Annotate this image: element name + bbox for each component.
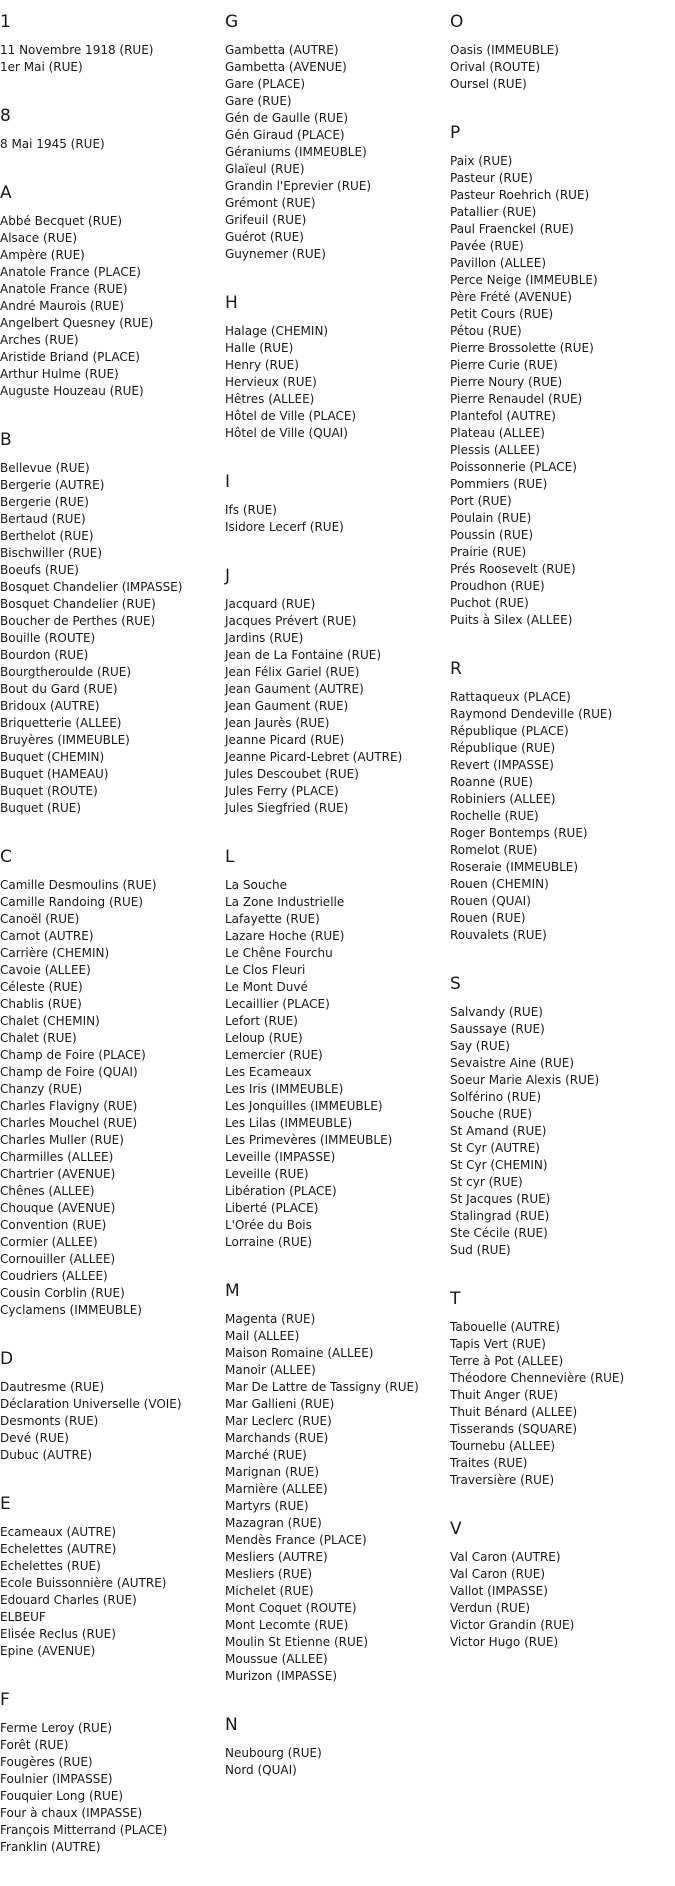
section-letter-heading: O <box>450 12 464 32</box>
street-link[interactable]: Charmilles (ALLEE) <box>0 1150 114 1164</box>
street-link[interactable]: Leveille (IMPASSE) <box>225 1150 336 1164</box>
street-link[interactable]: Mar Leclerc (RUE) <box>225 1414 332 1428</box>
street-link[interactable]: Chênes (ALLEE) <box>0 1184 95 1198</box>
street-link[interactable]: Roseraie (IMMEUBLE) <box>450 860 579 874</box>
street-link[interactable]: Camille Randoing (RUE) <box>0 895 144 909</box>
street-link[interactable]: Mazagran (RUE) <box>225 1516 322 1530</box>
street-link[interactable]: Michelet (RUE) <box>225 1584 314 1598</box>
letter-section <box>450 123 675 629</box>
section-letter-heading: P <box>450 123 461 143</box>
street-link[interactable]: L'Orée du Bois <box>225 1218 312 1232</box>
street-link[interactable]: Jules Descoubet (RUE) <box>225 767 359 781</box>
street-link[interactable]: Hervieux (RUE) <box>225 375 317 389</box>
street-link[interactable]: Théodore Chennevière (RUE) <box>450 1371 625 1385</box>
street-link[interactable]: Hôtel de Ville (PLACE) <box>225 409 357 423</box>
street-link[interactable]: Henry (RUE) <box>225 358 299 372</box>
street-link[interactable]: Jeanne Picard (RUE) <box>225 733 345 747</box>
street-link[interactable]: Céleste (RUE) <box>0 980 83 994</box>
letter-section <box>0 106 222 153</box>
street-link[interactable]: Manoir (ALLEE) <box>225 1363 316 1377</box>
street-link[interactable]: Lemercier (RUE) <box>225 1048 323 1062</box>
street-link[interactable]: Tabouelle (AUTRE) <box>450 1320 561 1334</box>
street-link[interactable]: Elisée Reclus (RUE) <box>0 1627 116 1641</box>
letter-section <box>225 1715 447 1779</box>
street-link[interactable]: Marché (RUE) <box>225 1448 307 1462</box>
street-link[interactable]: Aristide Briand (PLACE) <box>0 350 140 364</box>
street-link[interactable]: Bruyères (IMMEUBLE) <box>0 733 130 747</box>
street-link[interactable]: Ampère (RUE) <box>0 248 85 262</box>
street-link[interactable]: Puchot (RUE) <box>450 596 529 610</box>
street-link[interactable]: Rattaqueux (PLACE) <box>450 690 571 704</box>
street-link[interactable]: Mar Gallieni (RUE) <box>225 1397 335 1411</box>
street-link[interactable]: Echelettes (AUTRE) <box>0 1542 117 1556</box>
street-link[interactable]: Bosquet Chandelier (RUE) <box>0 597 156 611</box>
street-link[interactable]: St cyr (RUE) <box>450 1175 523 1189</box>
street-link[interactable]: Dautresme (RUE) <box>0 1380 105 1394</box>
street-link[interactable]: Murizon (IMPASSE) <box>225 1669 338 1683</box>
street-link[interactable]: Dubuc (AUTRE) <box>0 1448 93 1462</box>
street-link[interactable]: Gare (PLACE) <box>225 77 306 91</box>
street-link[interactable]: Jules Siegfried (RUE) <box>225 801 349 815</box>
street-link[interactable]: Robiniers (ALLEE) <box>450 792 556 806</box>
section-letter-heading: D <box>0 1349 14 1369</box>
street-link[interactable]: Moulin St Etienne (RUE) <box>225 1635 369 1649</box>
street-link[interactable]: Thuit Anger (RUE) <box>450 1388 559 1402</box>
street-link[interactable]: Charles Mouchel (RUE) <box>0 1116 138 1130</box>
letter-section <box>0 847 222 1319</box>
street-link[interactable]: République (PLACE) <box>450 724 569 738</box>
street-link[interactable]: Desmonts (RUE) <box>0 1414 99 1428</box>
street-link[interactable]: Soeur Marie Alexis (RUE) <box>450 1073 600 1087</box>
street-link[interactable]: Hôtel de Ville (QUAI) <box>225 426 348 440</box>
street-link[interactable]: Pavillon (ALLEE) <box>450 256 547 270</box>
street-link[interactable]: Rouen (CHEMIN) <box>450 877 549 891</box>
street-link[interactable]: Chablis (RUE) <box>0 997 82 1011</box>
letter-section <box>0 430 222 817</box>
street-link[interactable]: Bischwiller (RUE) <box>0 546 103 560</box>
street-link[interactable]: Lafayette (RUE) <box>225 912 320 926</box>
street-link[interactable]: Gambetta (AUTRE) <box>225 43 339 57</box>
street-link[interactable]: Port (RUE) <box>450 494 512 508</box>
street-link[interactable]: Jules Ferry (PLACE) <box>225 784 339 798</box>
street-link[interactable]: Lecaillier (PLACE) <box>225 997 330 1011</box>
street-link[interactable]: Liberté (PLACE) <box>225 1201 319 1215</box>
section-letter-heading: N <box>225 1715 238 1735</box>
street-link[interactable]: Prairie (RUE) <box>450 545 527 559</box>
street-link[interactable]: Mont Coquet (ROUTE) <box>225 1601 357 1615</box>
street-link[interactable]: Le Chêne Fourchu <box>225 946 333 960</box>
street-link[interactable]: Mesliers (RUE) <box>225 1567 313 1581</box>
street-link[interactable]: Ferme Leroy (RUE) <box>0 1721 113 1735</box>
street-link[interactable]: Tisserands (SQUARE) <box>450 1422 578 1436</box>
street-link[interactable]: St Amand (RUE) <box>450 1124 547 1138</box>
street-link[interactable]: Boucher de Perthes (RUE) <box>0 614 156 628</box>
street-link[interactable]: Forêt (RUE) <box>0 1738 69 1752</box>
street-link[interactable]: Salvandy (RUE) <box>450 1005 543 1019</box>
street-link[interactable]: Les Iris (IMMEUBLE) <box>225 1082 344 1096</box>
street-link[interactable]: Oasis (IMMEUBLE) <box>450 43 559 57</box>
street-link[interactable]: Prés Roosevelt (RUE) <box>450 562 576 576</box>
street-link[interactable]: Ste Cécile (RUE) <box>450 1226 548 1240</box>
street-link[interactable]: Le Clos Fleuri <box>225 963 306 977</box>
street-link[interactable]: Roanne (RUE) <box>450 775 533 789</box>
street-link[interactable]: Edouard Charles (RUE) <box>0 1593 137 1607</box>
section-letter-heading: F <box>0 1690 10 1710</box>
street-link[interactable]: Traites (RUE) <box>450 1456 528 1470</box>
street-link[interactable]: Poulain (RUE) <box>450 511 532 525</box>
street-link[interactable]: Val Caron (AUTRE) <box>450 1550 561 1564</box>
street-link[interactable]: Terre à Pot (ALLEE) <box>450 1354 564 1368</box>
street-link[interactable]: Marchands (RUE) <box>225 1431 329 1445</box>
street-link[interactable]: Solférino (RUE) <box>450 1090 541 1104</box>
street-link[interactable]: Sud (RUE) <box>450 1243 511 1257</box>
street-link[interactable]: St Cyr (AUTRE) <box>450 1141 540 1155</box>
section-letter-heading: L <box>225 847 235 867</box>
street-link[interactable]: Pierre Renaudel (RUE) <box>450 392 583 406</box>
street-link[interactable]: Saussaye (RUE) <box>450 1022 545 1036</box>
section-letter-heading: M <box>225 1281 240 1301</box>
street-link[interactable]: Romelot (RUE) <box>450 843 538 857</box>
street-link[interactable]: Lefort (RUE) <box>225 1014 298 1028</box>
street-link[interactable]: Perce Neige (IMMEUBLE) <box>450 273 598 287</box>
street-link[interactable]: Marnière (ALLEE) <box>225 1482 328 1496</box>
street-link[interactable]: Cornouiller (ALLEE) <box>0 1252 116 1266</box>
street-link[interactable]: Bridoux (AUTRE) <box>0 699 100 713</box>
street-link[interactable]: Orival (ROUTE) <box>450 60 541 74</box>
street-link[interactable]: Boeufs (RUE) <box>0 563 79 577</box>
street-link[interactable]: Echelettes (RUE) <box>0 1559 101 1573</box>
street-link[interactable]: Thuit Bénard (ALLEE) <box>450 1405 578 1419</box>
letter-section <box>0 12 222 76</box>
street-link[interactable]: Chanzy (RUE) <box>0 1082 83 1096</box>
street-link[interactable]: Devé (RUE) <box>0 1431 69 1445</box>
street-link[interactable]: Charles Muller (RUE) <box>0 1133 124 1147</box>
street-link[interactable]: Cyclamens (IMMEUBLE) <box>0 1303 142 1317</box>
letter-section <box>0 1494 222 1660</box>
street-link[interactable]: Jacques Prévert (RUE) <box>225 614 357 628</box>
street-link[interactable]: Pasteur Roehrich (RUE) <box>450 188 590 202</box>
street-link[interactable]: Anatole France (PLACE) <box>0 265 141 279</box>
street-link[interactable]: Petit Cours (RUE) <box>450 307 554 321</box>
street-link[interactable]: Epine (AVENUE) <box>0 1644 96 1658</box>
street-link[interactable]: Verdun (RUE) <box>450 1601 531 1615</box>
section-letter-heading: 8 <box>0 106 11 126</box>
section-letter-heading: G <box>225 12 239 32</box>
street-link[interactable]: Chalet (CHEMIN) <box>0 1014 100 1028</box>
street-link[interactable]: Canoël (RUE) <box>0 912 80 926</box>
letter-section <box>450 974 675 1259</box>
street-link[interactable]: Vallot (IMPASSE) <box>450 1584 548 1598</box>
street-link[interactable]: Les Jonquilles (IMMEUBLE) <box>225 1099 383 1113</box>
street-link[interactable]: Buquet (CHEMIN) <box>0 750 105 764</box>
section-letter-heading: T <box>450 1289 461 1309</box>
street-link[interactable]: Leloup (RUE) <box>225 1031 303 1045</box>
letter-section <box>225 12 447 263</box>
street-link[interactable]: François Mitterrand (PLACE) <box>0 1823 168 1837</box>
section-letter-heading: E <box>0 1494 11 1514</box>
letter-section <box>450 659 675 944</box>
street-link[interactable]: Paix (RUE) <box>450 154 513 168</box>
street-link[interactable]: André Maurois (RUE) <box>0 299 125 313</box>
street-link[interactable]: Géraniums (IMMEUBLE) <box>225 145 367 159</box>
street-link[interactable]: Gambetta (AVENUE) <box>225 60 347 74</box>
street-link[interactable]: 8 Mai 1945 (RUE) <box>0 137 105 151</box>
street-link[interactable]: Pierre Curie (RUE) <box>450 358 558 372</box>
street-link[interactable]: Jardins (RUE) <box>225 631 304 645</box>
street-link[interactable]: Briquetterie (ALLEE) <box>0 716 122 730</box>
street-link[interactable]: Déclaration Universelle (VOIE) <box>0 1397 182 1411</box>
street-link[interactable]: Buquet (RUE) <box>0 801 82 815</box>
street-link[interactable]: Magenta (RUE) <box>225 1312 316 1326</box>
street-link[interactable]: Guynemer (RUE) <box>225 247 326 261</box>
street-link[interactable]: Auguste Houzeau (RUE) <box>0 384 144 398</box>
street-link[interactable]: Franklin (AUTRE) <box>0 1840 101 1854</box>
street-link[interactable]: Grandin l'Eprevier (RUE) <box>225 179 372 193</box>
street-link[interactable]: Roger Bontemps (RUE) <box>450 826 588 840</box>
street-link[interactable]: Proudhon (RUE) <box>450 579 545 593</box>
street-link[interactable]: Bouille (ROUTE) <box>0 631 96 645</box>
street-link[interactable]: Cormier (ALLEE) <box>0 1235 98 1249</box>
section-letter-heading: A <box>0 183 12 203</box>
letter-section <box>450 1289 675 1489</box>
street-link[interactable]: Carnot (AUTRE) <box>0 929 94 943</box>
street-link[interactable]: Fougères (RUE) <box>0 1755 93 1769</box>
street-link[interactable]: Guérot (RUE) <box>225 230 304 244</box>
street-link[interactable]: Gén de Gaulle (RUE) <box>225 111 349 125</box>
street-link[interactable]: Chalet (RUE) <box>0 1031 77 1045</box>
column-2 <box>225 12 447 1809</box>
street-link[interactable]: Val Caron (RUE) <box>450 1567 546 1581</box>
street-link[interactable]: ELBEUF <box>0 1610 46 1624</box>
street-link[interactable]: 11 Novembre 1918 (RUE) <box>0 43 154 57</box>
street-link[interactable]: Pierre Brossolette (RUE) <box>450 341 594 355</box>
street-link[interactable]: Nord (QUAI) <box>225 1763 297 1777</box>
street-link[interactable]: St Cyr (CHEMIN) <box>450 1158 548 1172</box>
street-link[interactable]: Coudriers (ALLEE) <box>0 1269 108 1283</box>
street-link[interactable]: Grifeuil (RUE) <box>225 213 307 227</box>
street-link[interactable]: Marignan (RUE) <box>225 1465 320 1479</box>
street-link[interactable]: Mendès France (PLACE) <box>225 1533 367 1547</box>
street-link[interactable]: Halle (RUE) <box>225 341 294 355</box>
street-link[interactable]: Tapis Vert (RUE) <box>450 1337 546 1351</box>
letter-section <box>0 1349 222 1464</box>
letter-section <box>450 12 675 93</box>
street-link[interactable]: Bourdon (RUE) <box>0 648 89 662</box>
street-link[interactable]: Pommiers (RUE) <box>450 477 548 491</box>
street-link[interactable]: Martyrs (RUE) <box>225 1499 309 1513</box>
street-link[interactable]: Bout du Gard (RUE) <box>0 682 118 696</box>
street-link[interactable]: Bosquet Chandelier (IMPASSE) <box>0 580 183 594</box>
street-link[interactable]: Bergerie (RUE) <box>0 495 89 509</box>
letter-section <box>225 847 447 1251</box>
street-link[interactable]: Jean Gaument (AUTRE) <box>225 682 364 696</box>
street-link[interactable]: Jacquard (RUE) <box>225 597 316 611</box>
street-link[interactable]: Stalingrad (RUE) <box>450 1209 550 1223</box>
street-link[interactable]: Poussin (RUE) <box>450 528 534 542</box>
street-link[interactable]: Leveille (RUE) <box>225 1167 309 1181</box>
street-link[interactable]: Mesliers (AUTRE) <box>225 1550 328 1564</box>
street-link[interactable]: Charles Flavigny (RUE) <box>0 1099 138 1113</box>
street-link[interactable]: Anatole France (RUE) <box>0 282 128 296</box>
street-link[interactable]: Tournebu (ALLEE) <box>450 1439 556 1453</box>
street-link[interactable]: Jean Gaument (RUE) <box>225 699 349 713</box>
street-link[interactable]: Chouque (AVENUE) <box>0 1201 116 1215</box>
street-link[interactable]: Gare (RUE) <box>225 94 292 108</box>
street-link[interactable]: Bourgtheroulde (RUE) <box>0 665 132 679</box>
street-link[interactable]: Fouquier Long (RUE) <box>0 1789 124 1803</box>
letter-section <box>225 293 447 442</box>
street-link[interactable]: Alsace (RUE) <box>0 231 78 245</box>
street-link[interactable]: Rouen (RUE) <box>450 911 526 925</box>
street-link[interactable]: Hêtres (ALLEE) <box>225 392 315 406</box>
street-link[interactable]: Champ de Foire (PLACE) <box>0 1048 146 1062</box>
section-letter-heading: H <box>225 293 238 313</box>
street-link[interactable]: Les Primevères (IMMEUBLE) <box>225 1133 393 1147</box>
street-link[interactable]: Convention (RUE) <box>0 1218 107 1232</box>
street-link[interactable]: Les Ecameaux <box>225 1065 312 1079</box>
street-link[interactable]: Victor Hugo (RUE) <box>450 1635 559 1649</box>
street-link[interactable]: Père Frété (AVENUE) <box>450 290 572 304</box>
street-link[interactable]: Patallier (RUE) <box>450 205 537 219</box>
street-link[interactable]: Ecameaux (AUTRE) <box>0 1525 117 1539</box>
street-link[interactable]: Isidore Lecerf (RUE) <box>225 520 344 534</box>
street-link[interactable]: Buquet (HAMEAU) <box>0 767 109 781</box>
street-link[interactable]: Rouvalets (RUE) <box>450 928 547 942</box>
street-link[interactable]: République (RUE) <box>450 741 556 755</box>
section-letter-heading: J <box>225 566 231 586</box>
street-link[interactable]: Libération (PLACE) <box>225 1184 337 1198</box>
section-letter-heading: C <box>0 847 12 867</box>
street-link[interactable]: Pétou (RUE) <box>450 324 522 338</box>
street-link[interactable]: Arches (RUE) <box>0 333 79 347</box>
street-link[interactable]: Oursel (RUE) <box>450 77 527 91</box>
letter-section <box>0 1690 222 1856</box>
letter-section <box>225 566 447 817</box>
street-link[interactable]: Puits à Silex (ALLEE) <box>450 613 573 627</box>
street-link[interactable]: Poissonnerie (PLACE) <box>450 460 577 474</box>
street-link[interactable]: Gén Giraud (PLACE) <box>225 128 345 142</box>
street-link[interactable]: Champ de Foire (QUAI) <box>0 1065 138 1079</box>
street-link[interactable]: Glaïeul (RUE) <box>225 162 305 176</box>
street-link[interactable]: La Souche <box>225 878 288 892</box>
street-link[interactable]: Cousin Corblin (RUE) <box>0 1286 125 1300</box>
street-link[interactable]: Plessis (ALLEE) <box>450 443 540 457</box>
street-link[interactable]: Paul Fraenckel (RUE) <box>450 222 574 236</box>
street-link[interactable]: Cavoie (ALLEE) <box>0 963 91 977</box>
street-link[interactable]: Rochelle (RUE) <box>450 809 539 823</box>
street-link[interactable]: Mail (ALLEE) <box>225 1329 300 1343</box>
column-1 <box>0 12 222 1886</box>
street-link[interactable]: Jean Félix Gariel (RUE) <box>225 665 360 679</box>
column-3 <box>450 12 675 1681</box>
street-link[interactable]: Arthur Hulme (RUE) <box>0 367 119 381</box>
street-link[interactable]: Bertaud (RUE) <box>0 512 86 526</box>
street-link[interactable]: Carrière (CHEMIN) <box>0 946 110 960</box>
section-letter-heading: I <box>225 472 231 492</box>
street-link[interactable]: Lorraine (RUE) <box>225 1235 313 1249</box>
street-link[interactable]: La Zone Industrielle <box>225 895 345 909</box>
street-link[interactable]: Pasteur (RUE) <box>450 171 533 185</box>
section-letter-heading: R <box>450 659 462 679</box>
section-letter-heading: V <box>450 1519 462 1539</box>
street-link[interactable]: Grémont (RUE) <box>225 196 316 210</box>
street-link[interactable]: Revert (IMPASSE) <box>450 758 554 772</box>
street-link[interactable]: Rouen (QUAI) <box>450 894 531 908</box>
street-link[interactable]: Say (RUE) <box>450 1039 510 1053</box>
street-link[interactable]: Moussue (ALLEE) <box>225 1652 328 1666</box>
street-link[interactable]: Neubourg (RUE) <box>225 1746 322 1760</box>
letter-section <box>225 472 447 536</box>
street-link[interactable]: Chartrier (AVENUE) <box>0 1167 116 1181</box>
street-link[interactable]: Le Mont Duvé <box>225 980 308 994</box>
street-link[interactable]: Souche (RUE) <box>450 1107 533 1121</box>
letter-section <box>450 1519 675 1651</box>
street-link[interactable]: Jean Jaurès (RUE) <box>225 716 330 730</box>
street-link[interactable]: Ecole Buissonnière (AUTRE) <box>0 1576 167 1590</box>
street-link[interactable]: Four à chaux (IMPASSE) <box>0 1806 143 1820</box>
street-link[interactable]: Halage (CHEMIN) <box>225 324 329 338</box>
street-link[interactable]: Angelbert Quesney (RUE) <box>0 316 154 330</box>
street-link[interactable]: St Jacques (RUE) <box>450 1192 551 1206</box>
street-link[interactable]: Victor Grandin (RUE) <box>450 1618 575 1632</box>
street-link[interactable]: Jean de La Fontaine (RUE) <box>225 648 382 662</box>
street-link[interactable]: 1er Mai (RUE) <box>0 60 83 74</box>
section-letter-heading: B <box>0 430 12 450</box>
street-link[interactable]: Traversière (RUE) <box>450 1473 555 1487</box>
street-link[interactable]: Pavée (RUE) <box>450 239 524 253</box>
street-link[interactable]: Lazare Hoche (RUE) <box>225 929 345 943</box>
street-link[interactable]: Buquet (ROUTE) <box>0 784 98 798</box>
street-link[interactable]: Plantefol (AUTRE) <box>450 409 556 423</box>
street-link[interactable]: Foulnier (IMPASSE) <box>0 1772 113 1786</box>
street-link[interactable]: Sevaistre Aine (RUE) <box>450 1056 575 1070</box>
street-link[interactable]: Raymond Dendeville (RUE) <box>450 707 613 721</box>
street-link[interactable]: Bergerie (AUTRE) <box>0 478 105 492</box>
street-link[interactable]: Camille Desmoulins (RUE) <box>0 878 157 892</box>
letter-section <box>225 1281 447 1685</box>
street-link[interactable]: Pierre Noury (RUE) <box>450 375 563 389</box>
letter-section <box>0 183 222 400</box>
street-link[interactable]: Jeanne Picard-Lebret (AUTRE) <box>225 750 403 764</box>
street-link[interactable]: Berthelot (RUE) <box>0 529 94 543</box>
section-letter-heading: 1 <box>0 12 11 32</box>
street-link[interactable]: Plateau (ALLEE) <box>450 426 545 440</box>
street-link[interactable]: Mar De Lattre de Tassigny (RUE) <box>225 1380 419 1394</box>
street-link[interactable]: Ifs (RUE) <box>225 503 277 517</box>
section-letter-heading: S <box>450 974 461 994</box>
street-link[interactable]: Abbé Becquet (RUE) <box>0 214 123 228</box>
street-link[interactable]: Les Lilas (IMMEUBLE) <box>225 1116 353 1130</box>
street-link[interactable]: Mont Lecomte (RUE) <box>225 1618 349 1632</box>
street-link[interactable]: Bellevue (RUE) <box>0 461 90 475</box>
street-link[interactable]: Maison Romaine (ALLEE) <box>225 1346 374 1360</box>
